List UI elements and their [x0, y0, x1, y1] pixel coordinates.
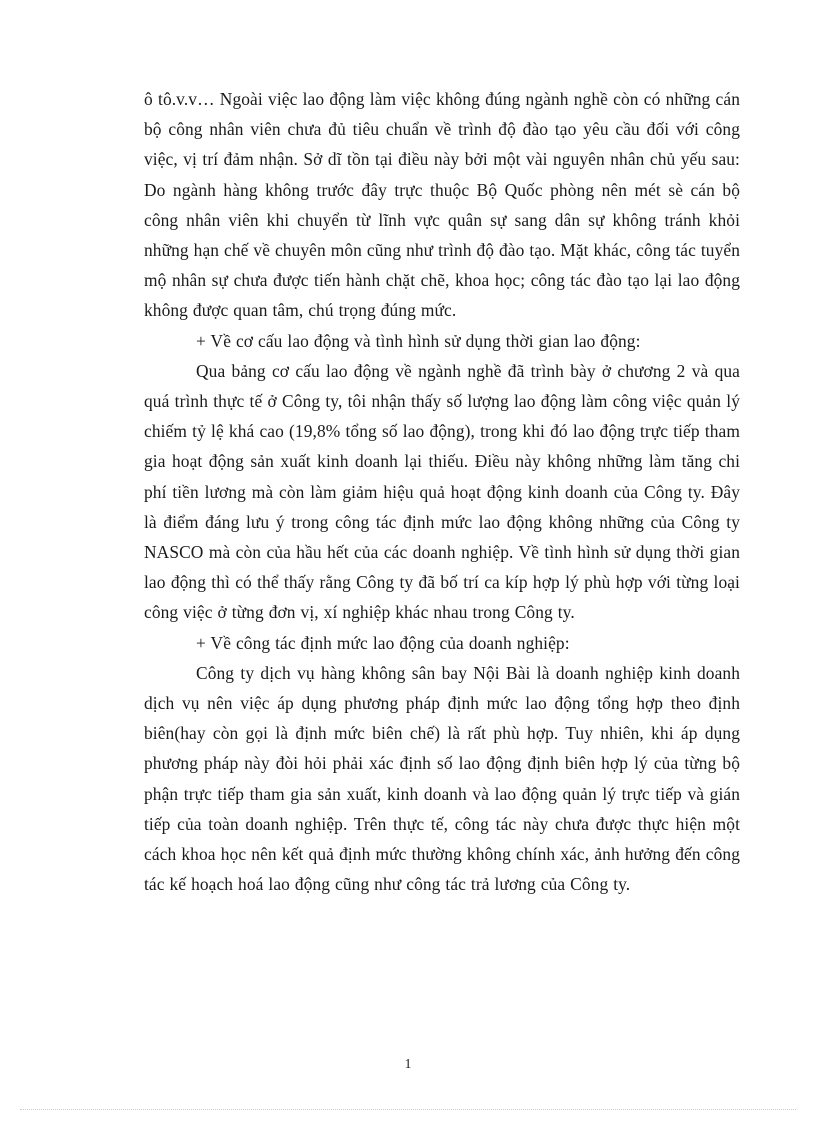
paragraph-2: + Về cơ cấu lao động và tình hình sử dụng thời gian lao động: — [196, 330, 641, 351]
page-number: 1 — [404, 1056, 412, 1071]
paragraph-3: Qua bảng cơ cấu lao động về ngành nghề đã trình bày ở chương 2 và qua quá trình thực tế ở Công ty, tôi nhận thấy số lượng lao động làm công việc quản lý chiếm tỷ lệ khá cao (19,8% tổng số lao động), trong khi đó lao động trực tiếp tham gia hoạt động sản xuất kinh doanh lại thiếu. Điều này không những làm tăng chi phí tiền lương mà còn làm giảm hiệu quả hoạt động kinh doanh của Công ty. Đây là điểm đáng lưu ý trong công tác định mức lao động không những của Công ty NASCO mà còn của hầu hết của các doanh nghiệp. Về tình hình sử dụng thời gian lao động thì có thể thấy rằng Công ty đã bố trí ca kíp hợp lý phù hợp với từng loại công việc ở từng đơn vị, xí nghiệp khác nhau trong Công ty. — [144, 360, 740, 623]
paragraph-5: Công ty dịch vụ hàng không sân bay Nội Bài là doanh nghiệp kinh doanh dịch vụ nên việc áp dụng phương pháp định mức lao động tổng hợp theo định biên(hay còn gọi là định mức biên chế) là rất phù hợp. Tuy nhiên, khi áp dụng phương pháp này đòi hỏi phải xác định số lao động định biên hợp lý của từng bộ phận trực tiếp tham gia sản xuất, kinh doanh và lao động quản lý trực tiếp và gián tiếp của toàn doanh nghiệp. Trên thực tế, công tác này chưa được thực hiện một cách khoa học nên kết quả định mức thường không chính xác, ảnh hưởng đến công tác kế hoạch hoá lao động cũng như công tác trả lương của Công ty. — [144, 662, 740, 895]
footer-divider — [20, 1109, 796, 1111]
paragraph-1: ô tô.v.v… Ngoài việc lao động làm việc không đúng ngành nghề còn có những cán bộ công nhân viên chưa đủ tiêu chuẩn về trình độ đào tạo yêu cầu đối với công việc, vị trí đảm nhận. Sở dĩ tồn tại điều này bởi một vài nguyên nhân chủ yếu sau: Do ngành hàng không trước đây trực thuộc Bộ Quốc phòng nên mét sè cán bộ công nhân viên khi chuyển từ lĩnh vực quân sự sang dân sự không tránh khỏi những hạn chế về chuyên môn cũng như trình độ đào tạo. Mặt khác, công tác tuyển mộ nhân sự chưa được tiến hành chặt chẽ, khoa học; công tác đào tạo lại lao động không được quan tâm, chú trọng đúng mức. — [144, 89, 740, 321]
paragraph-4: + Về công tác định mức lao động của doanh nghiệp: — [196, 632, 570, 653]
document-body — [144, 84, 740, 899]
